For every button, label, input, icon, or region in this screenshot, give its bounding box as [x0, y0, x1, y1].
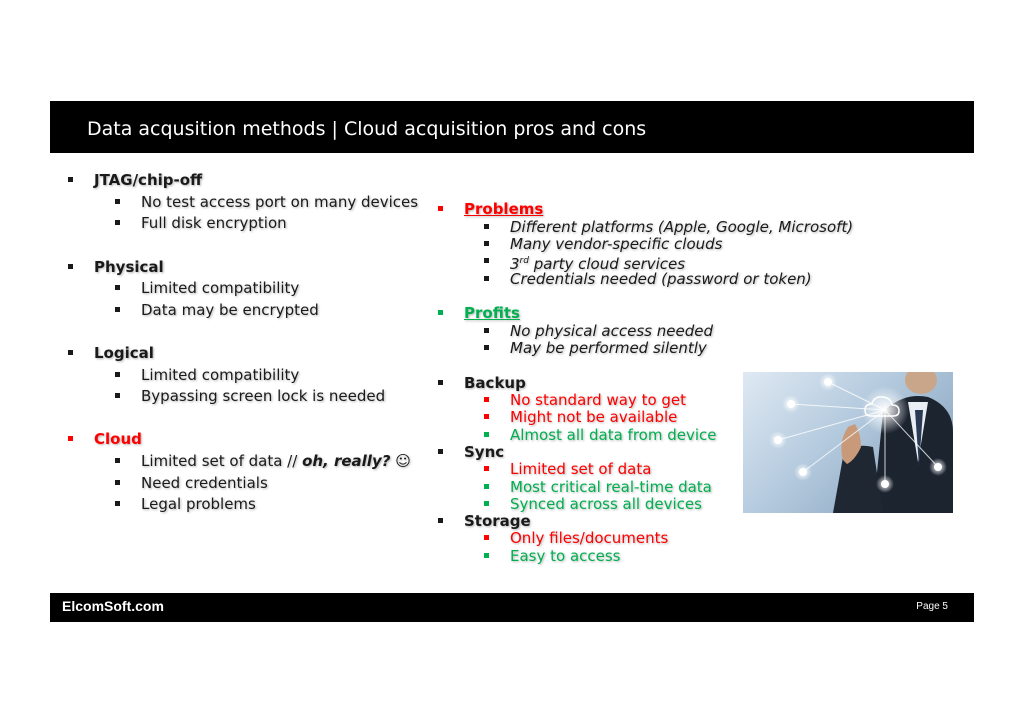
- physical-heading: Physical: [94, 258, 164, 276]
- bullet-icon: [484, 345, 489, 350]
- list-item: Many vendor-specific clouds: [510, 235, 723, 253]
- page-number: Page 5: [916, 601, 948, 612]
- list-item: Legal problems: [141, 495, 256, 513]
- list-item: Full disk encryption: [141, 214, 287, 232]
- ordinal-suffix: rd: [519, 256, 529, 266]
- bullet-icon: [438, 310, 443, 315]
- bullet-icon: [484, 397, 489, 402]
- profits-heading: Profits: [464, 304, 520, 322]
- list-item: Limited compatibility: [141, 279, 300, 297]
- bullet-icon: [438, 518, 443, 523]
- bullet-icon: [68, 436, 73, 441]
- list-item: Data may be encrypted: [141, 301, 319, 319]
- list-item: Bypassing screen lock is needed: [141, 387, 386, 405]
- slide-title: Data acqusition methods | Cloud acquisition pros and cons: [87, 118, 647, 140]
- bullet-icon: [484, 241, 489, 246]
- list-item: Might not be available: [510, 408, 678, 426]
- emphasis-text: oh, really?: [302, 452, 391, 470]
- bullet-icon: [484, 535, 489, 540]
- list-item: Need credentials: [141, 474, 268, 492]
- list-item: Only files/documents: [510, 529, 669, 547]
- list-item: Synced across all devices: [510, 495, 702, 513]
- footer-bar: [50, 593, 974, 622]
- bullet-icon: [484, 484, 489, 489]
- bullet-icon: [68, 350, 73, 355]
- jtag-heading: JTAG/chip-off: [94, 171, 203, 189]
- bullet-icon: [68, 264, 73, 269]
- list-item: [141, 452, 411, 470]
- bullet-icon: [115, 458, 120, 463]
- footer-brand: ElcomSoft.com: [62, 598, 164, 614]
- cloud-heading: Cloud: [94, 430, 142, 448]
- list-item: Limited set of data: [510, 460, 652, 478]
- bullet-icon: [484, 501, 489, 506]
- bullet-icon: [438, 206, 443, 211]
- bullet-icon: [115, 480, 120, 485]
- smiley-icon: ☺: [395, 452, 411, 470]
- bullet-icon: [115, 372, 120, 377]
- bullet-icon: [115, 307, 120, 312]
- bullet-icon: [115, 501, 120, 506]
- list-item: Different platforms (Apple, Google, Microsoft): [510, 218, 854, 236]
- problems-heading: Problems: [464, 200, 544, 218]
- title-bar: [50, 101, 974, 153]
- bullet-icon: [484, 466, 489, 471]
- bullet-icon: [484, 258, 489, 263]
- bullet-icon: [68, 177, 73, 182]
- bullet-icon: [484, 224, 489, 229]
- bullet-icon: [438, 380, 443, 385]
- list-item: May be performed silently: [510, 339, 707, 357]
- list-item: Easy to access: [510, 547, 621, 565]
- list-item: Limited compatibility: [141, 366, 300, 384]
- list-item-text: party cloud services: [528, 255, 686, 273]
- list-item: No test access port on many devices: [141, 193, 419, 211]
- bullet-icon: [484, 328, 489, 333]
- backup-heading: Backup: [464, 374, 526, 392]
- bullet-icon: [484, 432, 489, 437]
- bullet-icon: [115, 285, 120, 290]
- cloud-touch-photo: [743, 372, 953, 513]
- sync-heading: Sync: [464, 443, 505, 461]
- storage-heading: Storage: [464, 512, 531, 530]
- list-item: Almost all data from device: [510, 426, 717, 444]
- list-item-text: Limited set of data //: [141, 452, 303, 470]
- list-item: No physical access needed: [510, 322, 713, 340]
- bullet-icon: [484, 553, 489, 558]
- list-item: No standard way to get: [510, 391, 687, 409]
- list-item: Most critical real-time data: [510, 478, 712, 496]
- list-item: Credentials needed (password or token): [510, 270, 812, 288]
- bullet-icon: [115, 199, 120, 204]
- bullet-icon: [438, 449, 443, 454]
- ordinal-number: 3: [510, 255, 520, 273]
- bullet-icon: [484, 414, 489, 419]
- bullet-icon: [484, 276, 489, 281]
- cloud-network-illustration: [743, 372, 953, 513]
- bullet-icon: [115, 393, 120, 398]
- bullet-icon: [115, 220, 120, 225]
- logical-heading: Logical: [94, 344, 154, 362]
